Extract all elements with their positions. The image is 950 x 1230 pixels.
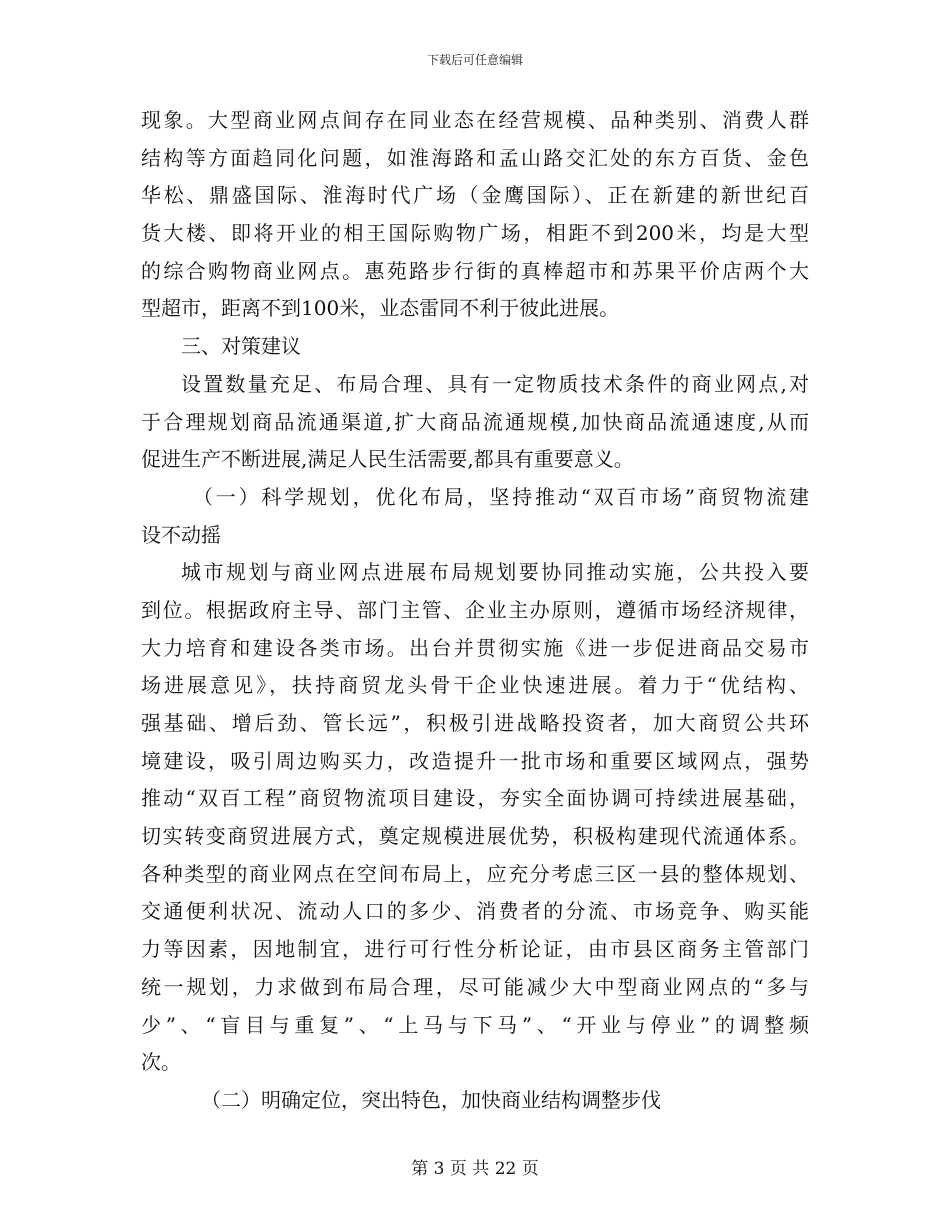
subsection-heading: （二）明确定位，突出特色，加快商业结构调整步伐 [201,1087,661,1112]
text-line: 现象。大型商业网点间存在同业态在经营规模、品种类别、消费人群 [141,108,809,132]
text-line: 结构等方面趋同化问题，如淮海路和孟山路交汇处的东方百货、金色 [141,145,809,170]
text-line: 少”、“盲目与重复”、“上马与下马”、“开业与停业”的调整频 [141,1012,809,1037]
document-body [141,102,809,1120]
text-line: 场进展意见》，扶持商贸龙头骨干企业快速进展。着力于“优结构、 [141,673,809,698]
text-line: 于合理规划商品流通渠道,扩大商品流通规模,加快商品流通速度,从而 [141,409,809,434]
text-line: 大力培育和建设各类市场。出台并贯彻实施《进一步促进商品交易市 [141,635,809,660]
text-line: 城市规划与商业网点进展布局规划要协同推动实施，公共投入要 [181,560,809,585]
text-line: 切实转变商贸进展方式，奠定规模进展优势，积极构建现代流通体系。 [141,824,809,849]
text-line: 促进生产不断进展,满足人民生活需要,都具有重要意义。 [141,447,634,472]
subsection-heading-continued: 设不动摇 [141,522,221,547]
text-line: 强基础、增后劲、管长远”，积极引进战略投资者，加大商贸公共环 [141,711,809,735]
text-line: 货大楼、即将开业的相王国际购物广场，相距不到200米，均是大型 [141,221,809,246]
subsection-heading: （一）科学规划，优化布局，坚持推动“双百市场”商贸物流建 [193,484,809,509]
text-line: 交通便利状况、流动人口的多少、消费者的分流、市场竞争、购买能 [141,899,809,924]
page-number-footer: 第 3 页 共 22 页 [411,1159,539,1179]
text-line: 各种类型的商业网点在空间布局上，应充分考虑三区一县的整体规划、 [141,861,809,886]
page-header-note: 下载后可任意编辑 [426,53,523,67]
text-line: 境建设，吸引周边购买力，改造提升一批市场和重要区域网点，强势 [141,748,809,773]
text-line: 到位。根据政府主导、部门主管、企业主办原则，遵循市场经济规律， [141,597,809,622]
text-line: 次。 [141,1050,181,1075]
section-heading: 三、对策建议 [181,334,301,359]
text-line: 力等因素，因地制宜，进行可行性分析论证，由市县区商务主管部门 [141,937,809,962]
text-line: 统一规划，力求做到布局合理，尽可能减少大中型商业网点的“多与 [141,974,809,999]
text-line: 的综合购物商业网点。惠苑路步行街的真棒超市和苏果平价店两个大 [141,258,809,283]
text-line: 型超市，距离不到100米，业态雷同不利于彼此进展。 [141,296,620,321]
text-line: 推动“双百工程”商贸物流项目建设，夯实全面协调可持续进展基础， [141,786,809,811]
text-line: 设置数量充足、布局合理、具有一定物质技术条件的商业网点,对 [181,371,809,396]
text-line: 华松、鼎盛国际、淮海时代广场（金鹰国际）、正在新建的新世纪百 [141,183,809,208]
